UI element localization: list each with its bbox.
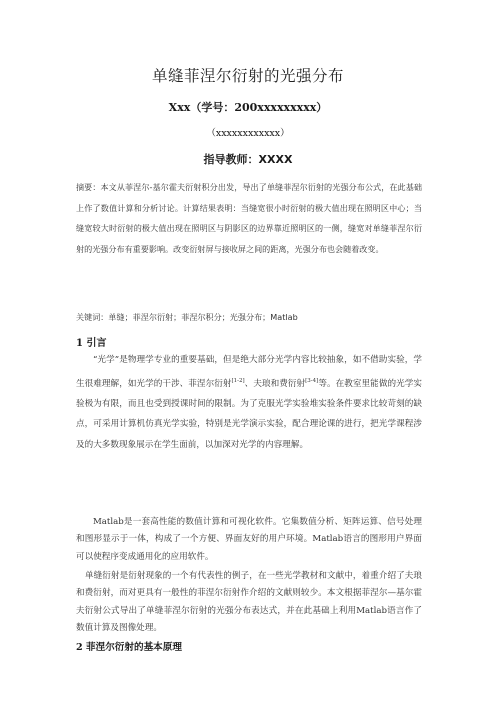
intro-paragraph-1: [76, 350, 422, 455]
intro-paragraph-2: Matlab是一套高性能的数值计算和可视化软件。它集数值分析、矩阵运算、信号处理和图形显示于一体，构成了一个方便、界面友好的用户环境。Matlab语言的图形用户界面可以使程序变成通用化的应用软件。: [76, 517, 422, 562]
affiliation-line: （xxxxxxxxxxxx）: [206, 128, 290, 139]
intro-paragraph-1-text-b: 、夫琅和费衍射: [244, 378, 306, 389]
paper-title: 单缝菲涅尔衍射的光强分布: [151, 67, 344, 85]
keywords: 关键词：单缝；菲涅尔衍射；菲涅尔积分；光强分布；Matlab: [76, 312, 298, 322]
section-heading-principles: 2 菲涅尔衍射的基本原理: [76, 642, 182, 653]
abstract: 摘要：本文从菲涅尔-基尔霍夫衍射积分出发，导出了单缝菲涅尔衍射的光强分布公式，在此基础上作了数值计算和分析讨论。计算结果表明：当缝宽很小时衍射的极大值出现在照明区中心；当缝宽较大时衍射的极大值出现在照明区与阴影区的边界靠近照明区的一侧，缝宽对单缝菲涅尔衍射的光强分布有重要影响。改变衍射屏与接收屏之间的距离，光强分布也会随着改变。: [76, 182, 422, 254]
author-line: Xxx（学号：200xxxxxxxxx）: [168, 101, 328, 114]
citation-ref-1: [1-2]: [231, 377, 245, 384]
citation-ref-2: [3-4]: [305, 377, 319, 384]
section-heading-introduction: 1 引言: [76, 338, 107, 349]
intro-paragraph-3: 单缝衍射是衍射现象的一个有代表性的例子，在一些光学教材和文献中，着重介绍了夫琅和费衍射，而对更具有一般性的菲涅尔衍射作介绍的文献则较少。本文根据菲涅尔—基尔霍夫衍射公式导出了单缝菲涅尔衍射的光强分布表达式，并在此基础上利用Matlab语言作了数值计算及图像处理。: [76, 571, 422, 633]
intro-paragraph-1-text-a: “光学”是物理学专业的重要基础，但是绝大部分光学内容比较抽象，如不借助实验，学生很难理解，如光学的干涉、菲涅尔衍射: [76, 355, 422, 389]
advisor-line: 指导教师：XXXX: [203, 153, 293, 166]
intro-paragraph-1-text-c: 等。在教室里能做的光学实验极为有限，而且也受到授课时间的限制。为了克服光学实验堆实验条件要求比较苛刻的缺点，可采用计算机仿真光学实验，特别是光学演示实验，配合理论课的进行，把光学课程涉及的大多数现象展示在学生面前，以加深对光学的内容理解。: [76, 378, 422, 450]
